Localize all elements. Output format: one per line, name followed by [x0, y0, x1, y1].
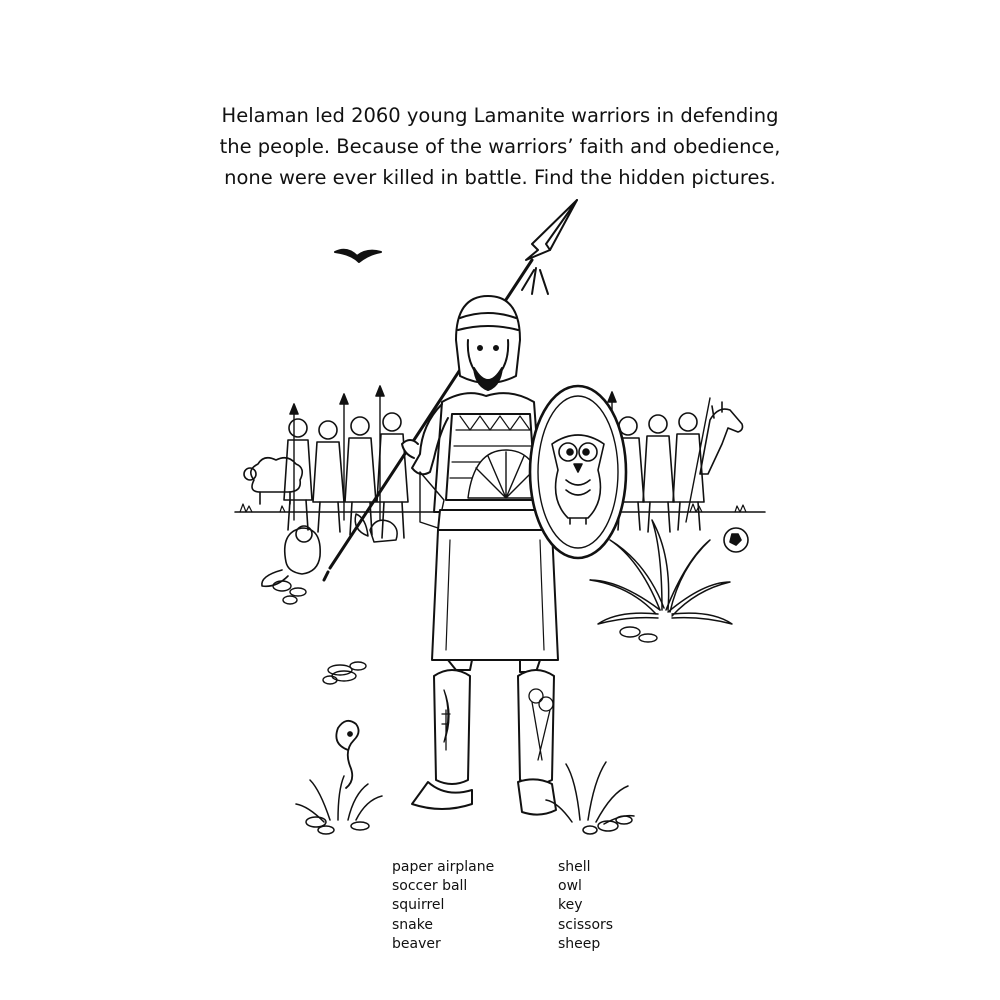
beaver-icon [262, 526, 320, 586]
left-greave [434, 670, 470, 784]
word-item: beaver [392, 935, 441, 952]
word-item: squirrel [392, 897, 445, 914]
horse-icon [700, 402, 743, 474]
word-item: owl [558, 878, 582, 895]
soccer-ball-icon [724, 528, 748, 552]
warrior-illustration [220, 190, 780, 850]
scattered-stones [323, 671, 356, 684]
snake-icon [336, 721, 358, 788]
word-item: paper airplane [392, 859, 495, 875]
grass-bottom-left [296, 776, 382, 834]
intro-line: none were ever killed in battle. Find the hidden pictures. [224, 166, 776, 189]
word-list-right [558, 858, 613, 954]
word-item: sheep [558, 935, 601, 952]
word-item: key [558, 897, 583, 914]
helaman-warrior [402, 296, 626, 815]
intro-text [150, 100, 850, 193]
shield [530, 386, 626, 558]
intro-line: the people. Because of the warriors’ faith and obedience, [219, 135, 781, 158]
word-item: scissors [558, 916, 614, 933]
rocks-left [273, 581, 366, 675]
right-greave [518, 670, 554, 784]
rocks-right [620, 627, 657, 642]
intro-line: Helaman led 2060 young Lamanite warriors in defending [221, 104, 779, 127]
bird-icon [335, 250, 381, 262]
word-list-left [392, 858, 494, 954]
word-item: shell [558, 859, 591, 875]
word-item: soccer ball [392, 878, 468, 895]
word-item: snake [392, 916, 433, 933]
warriors-left-group [284, 386, 408, 538]
grass-bottom-right [546, 762, 634, 834]
